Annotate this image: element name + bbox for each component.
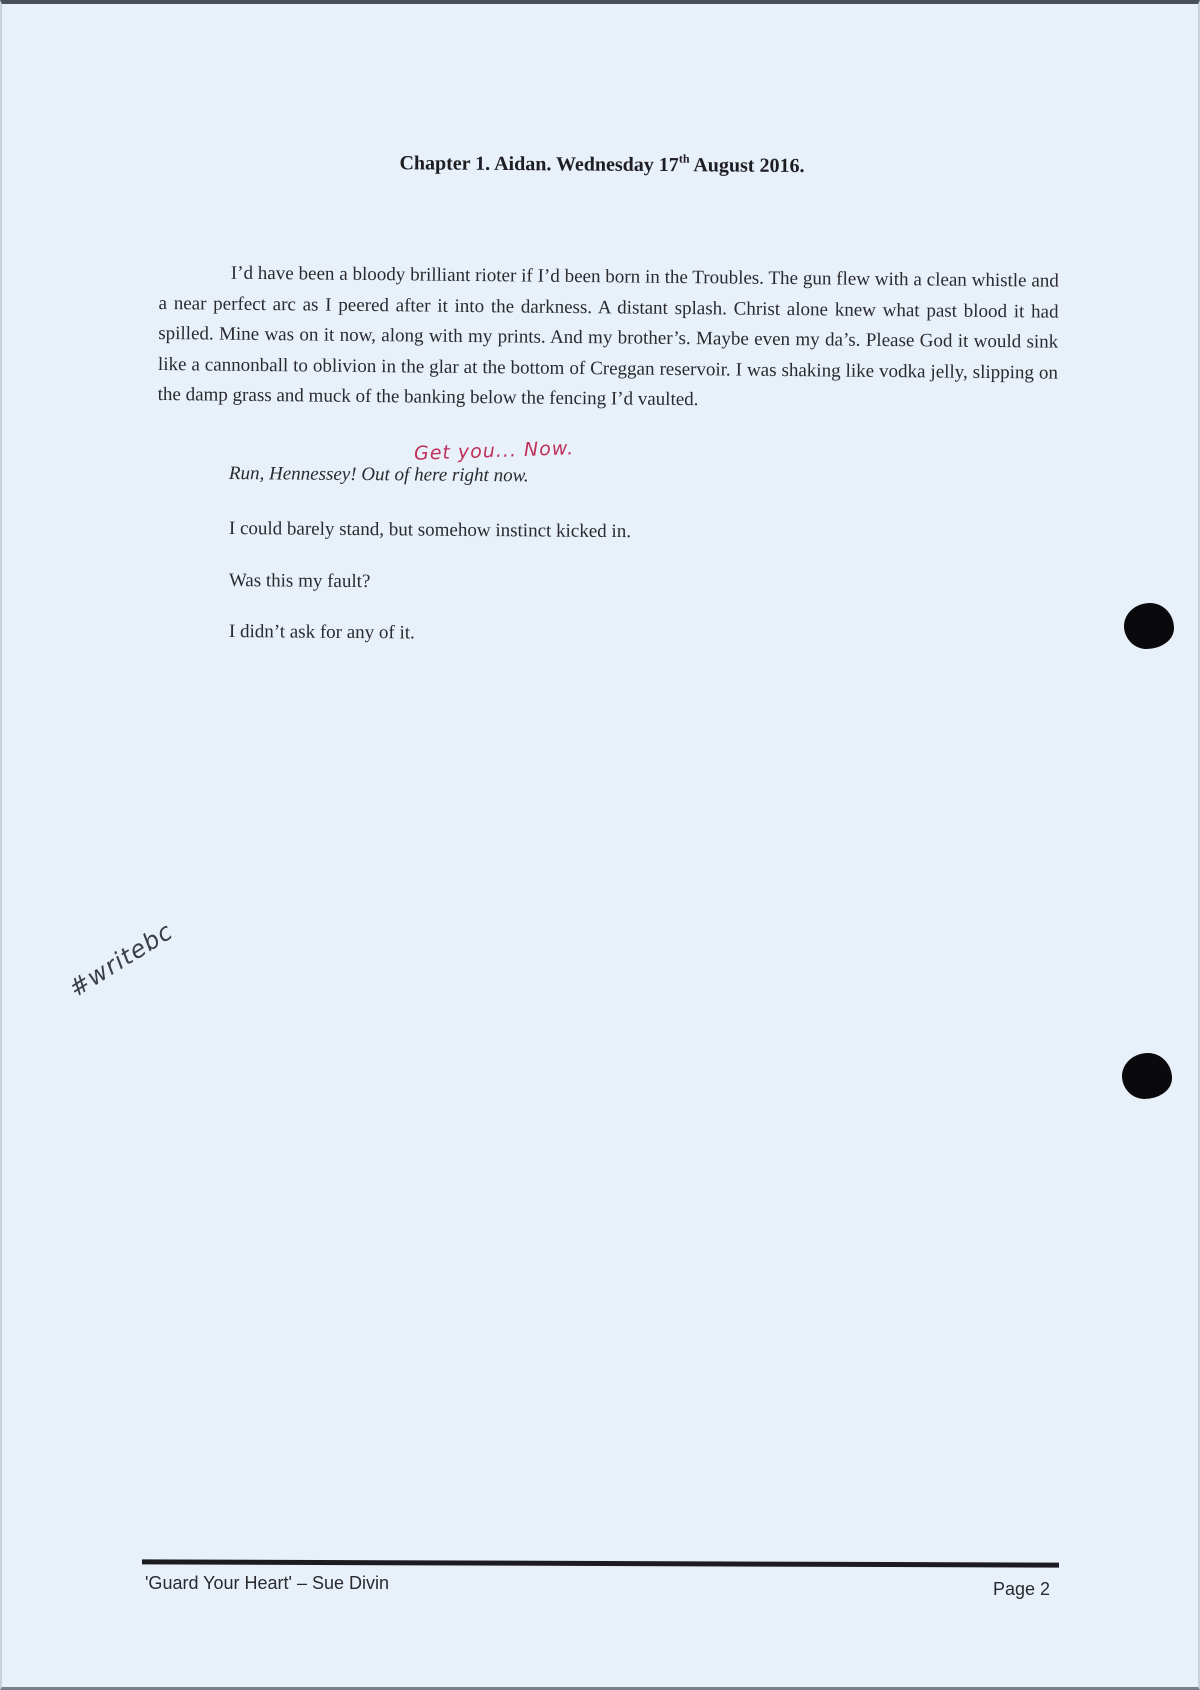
chapter-heading-ordinal: th	[678, 151, 690, 166]
punch-hole-lower	[1122, 1053, 1172, 1099]
red-handwritten-annotation: Get you... Now.	[413, 437, 575, 465]
line-instinct: I could barely stand, but somehow instinct kicked in.	[228, 518, 632, 543]
chapter-heading-main: Chapter 1. Aidan. Wednesday 17	[399, 152, 679, 177]
footer-divider	[142, 1559, 1059, 1567]
margin-handwritten-note: #writebc	[64, 917, 178, 1003]
line-my-fault: Was this my fault?	[228, 570, 371, 593]
opening-paragraph	[158, 258, 1059, 419]
line-run-hennessey: Run, Hennessey! Out of here right now.	[228, 463, 529, 487]
paragraph-indent	[159, 278, 231, 279]
chapter-heading	[2, 148, 1200, 181]
line-didnt-ask: I didn’t ask for any of it.	[228, 621, 415, 644]
punch-hole-upper	[1124, 603, 1174, 649]
chapter-heading-end: August 2016.	[689, 154, 805, 178]
footer-book-title: 'Guard Your Heart' – Sue Divin	[145, 1573, 390, 1593]
footer-page-number: Page 2	[993, 1579, 1051, 1599]
opening-paragraph-text: I’d have been a bloody brilliant rioter if I’d been born in the Troubles. The gun flew with a clean whistle and a near perfect arc as I peered after it into the darkness. A distant splash. Christ alone knew what past blood it had spilled. Mine was on it now, along with my prints. And my brother’s. Maybe even my da’s. Please God it would sink like a cannonball to oblivion in the glar at the bottom of Creggan reservoir. I was shaking like vodka jelly, slipping on the damp grass and muck of the banking below the fencing I’d vaulted.	[157, 262, 1059, 411]
